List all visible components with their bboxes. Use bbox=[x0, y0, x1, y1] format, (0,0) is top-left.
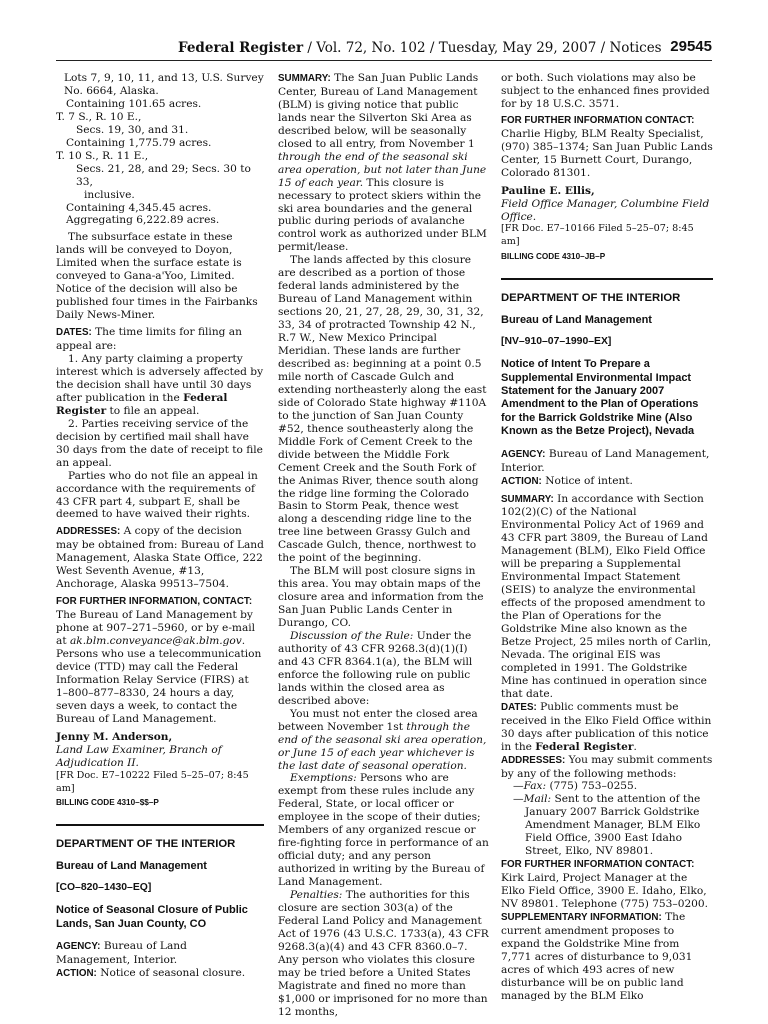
billing-code: BILLING CODE 4310–$$–P bbox=[56, 798, 159, 808]
appeal-item-1-text: 1. Any party claiming a property interest which is adversely affected by the decision shall have until 30 days after publication in the bbox=[56, 353, 264, 404]
addresses-label: ADDRESSES: bbox=[56, 526, 121, 538]
lands-paragraph: The lands affected by this closure are described as a portion of those federal lands administered by the Bureau of Land Management within sections 20, 21, 27, 28, 29, 30, 31, 32, 33, 34 of protracted Township 42 N., R.7 W., New Mexico Principal Meridian. These lands are further described as: beginning at a point 0.5 mile north of Cascade Gulch and extending northeasterly along the east side of Colorado State highway #110A to the junction of San Juan County #52, thence southeasterly along the Middle Fork of Cement Creek to the divide between the Middle Fork Cement Creek and the South Fork of the Animas River, thence south along the ridge line forming the Colorado Basin to Storm Peak, thence west along a descending ridge line to the tree line between Grassy Gulch and Cascade Gulch, thence, northwest to the point of the beginning. bbox=[278, 254, 487, 565]
loc-2-acres: Containing 1,775.79 acres. bbox=[66, 136, 212, 149]
dates-label: DATES: bbox=[501, 701, 537, 713]
supplementary-section bbox=[501, 911, 713, 1003]
penalties-text: The authorities for this closure are section 303(a) of the Federal Land Policy and Management Act of 1976 (43 U.S.C. 1733(a), 43 CFR 9268.3(a)(4) and 43 CFR 8360.0–7. Any person who violates this closure may be tried before a United States Magistrate and fined no more than $1,000 or imprisoned for no more than 12 months, bbox=[278, 889, 489, 1018]
addresses-text: A copy of the decision may be obtained from: Bureau of Land Management, Alaska State Office, 222 West Seventh Avenue, #13, Anchorage, Alaska 99513–7504. bbox=[56, 525, 264, 591]
department-heading: DEPARTMENT OF THE INTERIOR bbox=[56, 838, 236, 851]
contact-label-2: FOR FURTHER INFORMATION CONTACT: bbox=[501, 859, 695, 871]
signer-title: Land Law Examiner, Branch of Adjudication II. bbox=[56, 743, 222, 769]
loc-1: Lots 7, 9, 10, 11, and 13, U.S. Survey No. 6664, Alaska. bbox=[64, 72, 264, 97]
mail-label: Mail: bbox=[523, 793, 552, 806]
fr-doc-citation: [FR Doc. E7–10166 Filed 5–25–07; 8:45 am] bbox=[501, 223, 694, 248]
summary-section bbox=[278, 72, 490, 254]
column-2 bbox=[278, 72, 490, 1018]
action-line bbox=[501, 475, 713, 489]
action-label: ACTION: bbox=[501, 475, 542, 487]
loc-2-sections: Secs. 19, 30, and 31. bbox=[76, 123, 189, 136]
addresses-section bbox=[56, 525, 264, 591]
agency-label: AGENCY: bbox=[56, 941, 101, 953]
summary-text: The San Juan Public Lands Center, Bureau of Land Management (BLM) is giving notice that public lands near the Silverton Ski Area as described below, will be seasonally closed to all entry, from November 1 bbox=[278, 72, 479, 150]
supplementary-text: The current amendment proposes to expand the Goldstrike Mine from 7,771 acres of disturbance to 9,031 acres of which 493 acres of new disturbance will be on public land managed by the BLM Elko bbox=[501, 911, 693, 1002]
agency-line bbox=[501, 448, 713, 475]
summary-text-2: This closure is necessary to protect skiers within the ski area boundaries and the general public during periods of avalanche control work as authorized under BLM permit/lease. bbox=[278, 176, 487, 254]
contact-label: FOR FURTHER INFORMATION CONTACT: bbox=[501, 114, 695, 126]
fr-doc-citation: [FR Doc. E7–10222 Filed 5–25–07; 8:45 am] bbox=[56, 769, 249, 794]
contact-email: ak.blm.conveyance@ak.blm.gov bbox=[69, 635, 242, 648]
fax-item: —Fax: (775) 753–0255. bbox=[513, 780, 638, 793]
agency-label: AGENCY: bbox=[501, 448, 546, 460]
discussion-text: Under the authority of 43 CFR 9268.3(d)(1)(I) and 43 CFR 8364.1(a), the BLM will enforce the following rule on public lands within the closed area as described above: bbox=[278, 629, 473, 707]
signer-name: Pauline E. Ellis, bbox=[501, 184, 595, 197]
discussion-label: Discussion of the Rule: bbox=[290, 629, 414, 642]
loc-3: T. 10 S., R. 11 E., bbox=[56, 149, 149, 162]
contact-text-2: . Persons who use a telecommunication device (TTD) may call the Federal Information Relay Service (FIRS) at 1–800–877–8330, 24 hours a day, seven days a week, to contact the Bureau of Land Management. bbox=[56, 635, 262, 725]
column-1 bbox=[56, 72, 264, 979]
dates-section bbox=[501, 701, 713, 754]
agency-text: Bureau of Land Management, Interior. bbox=[501, 447, 710, 474]
loc-3-sections: Secs. 21, 28, and 29; Secs. 30 to 33, bbox=[76, 162, 251, 188]
federal-register-ref: Federal Register bbox=[535, 740, 634, 753]
fax-label: Fax: bbox=[523, 780, 547, 793]
fax-text: (775) 753–0255. bbox=[546, 780, 638, 793]
exemptions-label: Exemptions: bbox=[290, 772, 357, 785]
rule-text: You must not enter the closed area between November 1st bbox=[278, 707, 478, 733]
action-line bbox=[56, 967, 264, 981]
summary-text: In accordance with Section 102(2)(C) of the National Environmental Policy Act of 1969 and 43 CFR part 3809, the Bureau of Land Management (BLM), Elko Field Office will be preparing a Supplemental Environmental Impact Statement (SEIS) to analyze the environmental effects of the proposed amendment to the Plan of Operations for the Goldstrike Mine also known as the Betze Project, 25 miles north of Carlin, Nevada. The original EIS was completed in 1991. The Goldstrike Mine has continued in operation since that date. bbox=[501, 492, 712, 700]
aggregate-acres: Aggregating 6,222.89 acres. bbox=[66, 214, 220, 227]
exemptions-text: Persons who are exempt from these rules include any Federal, State, or local officer or employee in the scope of their duties; Members of any organized rescue or fire-fighting force in performance of an official duty; and any person authorized in writing by the Bureau of Land Management. bbox=[278, 772, 489, 889]
notice-title: Notice of Intent To Prepare a Supplemental Environmental Impact Statement for the January 2007 Amendment to the Plan of Operations for the Barrick Goldstrike Mine (Also Known as the Betze Project), Nevada bbox=[501, 358, 699, 438]
contact-text-2: Kirk Laird, Project Manager at the Elko Field Office, 3900 E. Idaho, Elko, NV 89801. Telephone (775) 753–0200. bbox=[501, 872, 709, 911]
dates-text: Public comments must be received in the Elko Field Office within 30 days after publication of this notice in the bbox=[501, 700, 712, 753]
penalties-continued: or both. Such violations may also be subject to the enhanced fines provided for by 18 U.S.C. 3571. bbox=[501, 72, 710, 110]
bureau-heading: Bureau of Land Management bbox=[501, 314, 652, 327]
section-divider bbox=[501, 278, 713, 280]
mail-item: —Mail: Sent to the attention of the January 2007 Barrick Goldstrike Amendment Manager, BLM Elko Field Office, 3900 East Idaho Street, Elko, NV 89801. bbox=[513, 793, 701, 858]
land-description bbox=[56, 72, 264, 227]
loc-3-acres: Containing 4,345.45 acres. bbox=[66, 201, 212, 214]
header-citation bbox=[178, 40, 662, 56]
summary-label: SUMMARY: bbox=[278, 73, 331, 84]
contact-text: Charlie Higby, BLM Realty Specialist, (970) 385–1374; San Juan Public Lands Center, 15 Burnett Court, Durango, Colorado 81301. bbox=[501, 127, 713, 179]
addresses-label: ADDRESSES: bbox=[501, 754, 566, 766]
dates-text: The time limits for filing an appeal are: bbox=[56, 326, 242, 353]
supplementary-label: SUPPLEMENTARY INFORMATION: bbox=[501, 912, 662, 923]
waiver-paragraph: Parties who do not file an appeal in accordance with the requirements of 43 CFR part 4, subpart E, shall be deemed to have waived their rights. bbox=[56, 469, 258, 521]
penalties-label: Penalties: bbox=[290, 889, 343, 902]
column-3 bbox=[501, 72, 713, 1002]
addresses-section bbox=[501, 754, 713, 781]
section-divider bbox=[56, 824, 264, 826]
appeal-item-1 bbox=[56, 353, 264, 418]
signer-title: Field Office Manager, Columbine Field Office. bbox=[501, 197, 710, 223]
rule-italic: through the end of the seasonal ski area operation, or June 15 of each year whichever is the last date of seasonal operation. bbox=[278, 720, 487, 772]
action-text: Notice of seasonal closure. bbox=[96, 967, 246, 979]
agency-text: Bureau of Land Management, Interior. bbox=[56, 940, 187, 967]
action-label: ACTION: bbox=[56, 968, 97, 979]
estate-paragraph: The subsurface estate in these lands will be conveyed to Doyon, Limited when the surface estate is conveyed to Gana-a'Yoo, Limited. Notice of the decision will also be published four times in the Fairbanks Daily News-Miner. bbox=[56, 231, 258, 322]
bureau-heading: Bureau of Land Management bbox=[56, 860, 207, 873]
page-header bbox=[56, 38, 712, 61]
penalties-paragraph bbox=[278, 889, 490, 1019]
dates-section bbox=[56, 326, 264, 353]
summary-section bbox=[501, 493, 713, 701]
dates-label: DATES: bbox=[56, 327, 92, 339]
loc-1-acres: Containing 101.65 acres. bbox=[66, 97, 202, 110]
contact-section bbox=[56, 595, 264, 726]
publication-name: Federal Register bbox=[178, 40, 304, 56]
billing-code: BILLING CODE 4310–JB–P bbox=[501, 252, 606, 262]
appeal-item-2: 2. Parties receiving service of the decision by certified mail shall have 30 days from the date of receipt to file an appeal. bbox=[56, 417, 263, 469]
summary-italic: through the end of the seasonal ski area operation, but not later than June 15 of each year. bbox=[278, 150, 487, 189]
mail-text: Sent to the attention of the January 2007 Barrick Goldstrike Amendment Manager, BLM Elko Field Office, 3900 East Idaho Street, Elko, NV 89801. bbox=[525, 793, 701, 858]
loc-3-sections-cont: inclusive. bbox=[84, 188, 135, 201]
contact-label: FOR FURTHER INFORMATION, CONTACT: bbox=[56, 596, 253, 608]
federal-register-ref: Federal Register bbox=[56, 391, 228, 417]
exemptions-paragraph bbox=[278, 772, 490, 889]
signs-paragraph: The BLM will post closure signs in this area. You may obtain maps of the closure area and information from the San Juan Public Lands Center in Durango, CO. bbox=[278, 565, 484, 630]
addresses-text: You may submit comments by any of the following methods: bbox=[501, 753, 713, 780]
docket-number: [NV–910–07–1990–EX] bbox=[501, 336, 612, 348]
agency-line bbox=[56, 940, 264, 967]
discussion-paragraph bbox=[278, 630, 490, 708]
summary-label: SUMMARY: bbox=[501, 493, 554, 505]
action-text: Notice of intent. bbox=[541, 474, 633, 487]
signer-name: Jenny M. Anderson, bbox=[56, 730, 173, 743]
contact-section-2 bbox=[501, 858, 713, 911]
page-number: 29545 bbox=[670, 38, 712, 55]
department-heading: DEPARTMENT OF THE INTERIOR bbox=[501, 292, 681, 305]
contact-text: The Bureau of Land Management by phone at 907–271–5960, or by e-mail at bbox=[56, 609, 256, 648]
dates-end: . bbox=[633, 740, 637, 753]
rule-paragraph bbox=[278, 708, 490, 773]
issue-info: / Vol. 72, No. 102 / Tuesday, May 29, 2007 / Notices bbox=[303, 40, 662, 56]
docket-number: [CO–820–1430–EQ] bbox=[56, 882, 152, 894]
appeal-item-1-end: to file an appeal. bbox=[106, 404, 200, 417]
notice-title: Notice of Seasonal Closure of Public Lands, San Juan County, CO bbox=[56, 904, 248, 930]
loc-2: T. 7 S., R. 10 E., bbox=[56, 110, 142, 123]
